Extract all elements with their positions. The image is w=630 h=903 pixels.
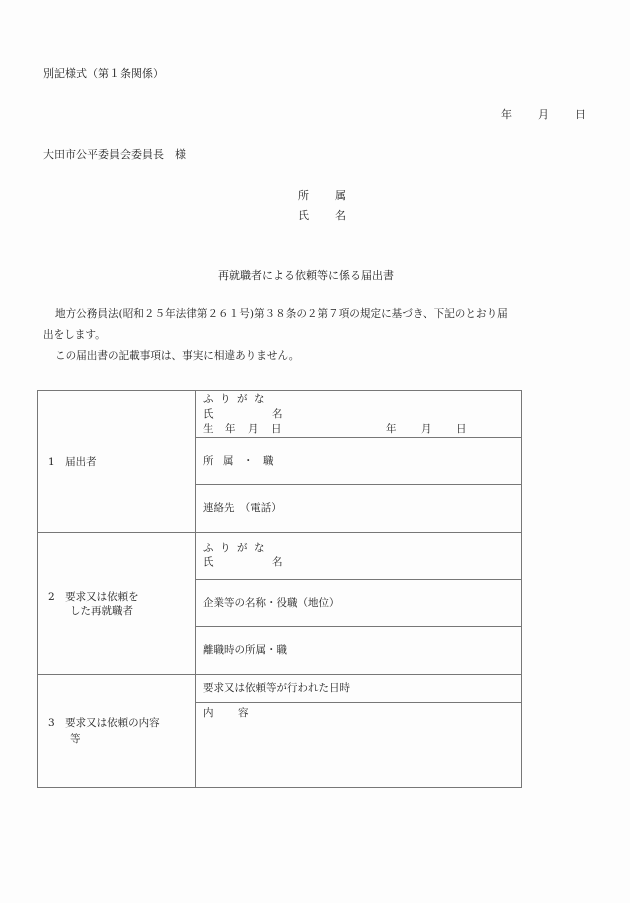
section1-position-cell[interactable]: [196, 438, 522, 485]
section2-label-line1: 2 要求又は依頼を: [48, 590, 139, 603]
position-label: 所 属 ・ 職: [203, 455, 274, 467]
body-para2: この届出書の記載事項は、事実に相違ありません。: [55, 350, 300, 362]
body-para1-line1: 地方公務員法(昭和２５年法律第２６１号)第３８条の２第７項の規定に基づき、下記のとおり届: [55, 308, 508, 320]
section1-contact-cell[interactable]: [196, 485, 522, 533]
section2-former-position-cell[interactable]: [196, 627, 522, 675]
contact-label: 連絡先 （電話）: [203, 502, 282, 514]
section1-label: [38, 391, 196, 533]
notification-table: [37, 390, 522, 788]
section3-label-line1: 3 要求又は依頼の内容: [48, 717, 160, 729]
affiliation-label-2: 属: [335, 189, 346, 202]
section2-name-cell[interactable]: [196, 533, 522, 580]
table-row: [38, 391, 522, 438]
name-label: 氏 名: [203, 408, 283, 420]
section2-label: [38, 533, 196, 675]
name-label: 氏 名: [203, 556, 283, 568]
affiliation-label-1: 所: [298, 189, 309, 202]
date-month: 月: [538, 108, 549, 121]
former-position-label: 離職時の所属・職: [203, 644, 287, 656]
section3-label: [38, 675, 196, 788]
furigana-label: ふ り が な: [203, 393, 265, 405]
datetime-label: 要求又は依頼等が行われた日時: [203, 682, 350, 694]
document-title: 再就職者による依頼等に係る届出書: [218, 269, 394, 282]
birthdate-label: 生 年 月 日 年 月 日: [203, 423, 467, 435]
furigana-label: ふ り が な: [203, 542, 265, 554]
section3-content-cell[interactable]: [196, 703, 522, 788]
body-para1-line2: 出をします。: [43, 329, 106, 341]
addressee: 大田市公平委員会委員長 様: [43, 148, 186, 161]
table-row: [38, 533, 522, 580]
name-label-2: 名: [335, 209, 346, 222]
company-label: 企業等の名称・役職（地位）: [203, 597, 340, 609]
section3-label-line2: 等: [70, 733, 81, 745]
section1-label-text: 1 届出者: [48, 456, 97, 468]
content-label: 内 容: [203, 707, 249, 719]
date-day: 日: [575, 108, 586, 121]
name-label-1: 氏: [298, 209, 309, 222]
table-row: [38, 675, 522, 703]
date-year: 年: [501, 108, 512, 121]
section1-name-cell[interactable]: [196, 391, 522, 438]
section2-label-line2: した再就職者: [70, 604, 133, 617]
form-reference: 別記様式（第１条関係）: [43, 67, 164, 80]
section2-company-cell[interactable]: [196, 580, 522, 627]
section3-datetime-cell[interactable]: [196, 675, 522, 703]
